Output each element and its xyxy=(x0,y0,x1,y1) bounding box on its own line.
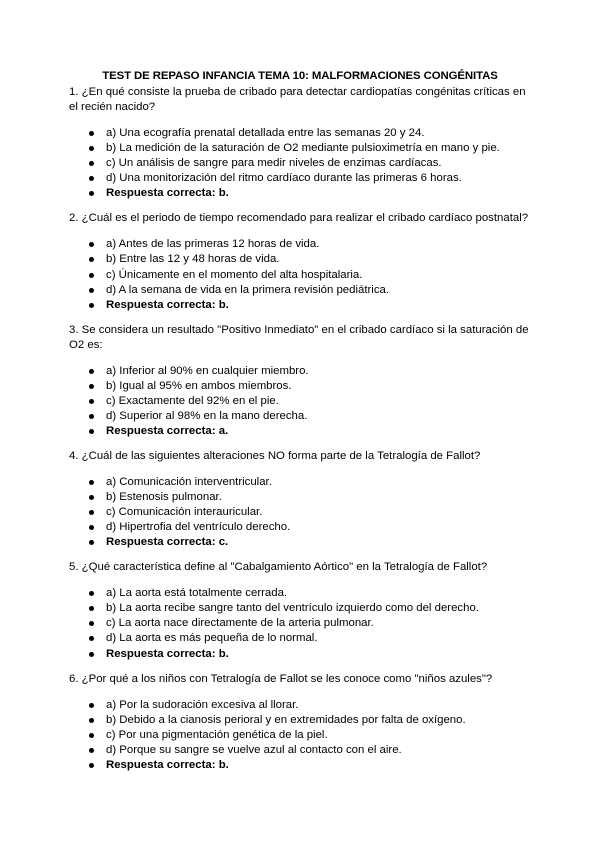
option-b: b) La aorta recibe sangre tanto del ventrículo izquierdo como del derecho. xyxy=(69,601,531,616)
option-b: b) Debido a la cianosis perioral y en extremidades por falta de oxígeno. xyxy=(69,713,531,728)
bullet-icon xyxy=(89,480,94,485)
question-text: 5. ¿Qué característica define al "Cabalgamiento Aórtico" en la Tetralogía de Fallot? xyxy=(69,561,488,574)
correct-answer: Respuesta correcta: b. xyxy=(69,186,531,201)
bullet-icon xyxy=(89,733,94,738)
bullet-icon xyxy=(89,176,94,181)
bullet-icon xyxy=(89,399,94,404)
correct-answer: Respuesta correcta: b. xyxy=(69,298,531,313)
bullet-icon xyxy=(89,621,94,626)
options-list xyxy=(69,586,531,661)
correct-answer: Respuesta correcta: b. xyxy=(69,758,531,773)
options-list xyxy=(69,698,531,773)
bullet-icon xyxy=(89,369,94,374)
option-c: c) Exactamente del 92% en el pie. xyxy=(69,394,531,409)
bullet-icon xyxy=(89,652,94,657)
option-d: d) A la semana de vida en la primera revisión pediátrica. xyxy=(69,283,531,298)
option-a: a) Comunicación interventricular. xyxy=(69,475,531,490)
option-d: d) Porque su sangre se vuelve azul al contacto con el aire. xyxy=(69,743,531,758)
question-1 xyxy=(69,85,531,201)
bullet-icon xyxy=(89,703,94,708)
bullet-icon xyxy=(89,763,94,768)
bullet-icon xyxy=(89,414,94,419)
bullet-icon xyxy=(89,131,94,136)
option-c: c) Un análisis de sangre para medir niveles de enzimas cardíacas. xyxy=(69,156,531,171)
option-a: a) Inferior al 90% en cualquier miembro. xyxy=(69,364,531,379)
bullet-icon xyxy=(89,495,94,500)
bullet-icon xyxy=(89,242,94,247)
question-text: 3. Se considera un resultado "Positivo Inmediato" en el cribado cardíaco si la saturación de O2 es: xyxy=(69,323,529,351)
bullet-icon xyxy=(89,257,94,262)
option-b: b) Estenosis pulmonar. xyxy=(69,490,531,505)
bullet-icon xyxy=(89,748,94,753)
question-4 xyxy=(69,449,531,550)
question-6 xyxy=(69,672,531,773)
option-d: d) Superior al 98% en la mano derecha. xyxy=(69,409,531,424)
question-text: 1. ¿En qué consiste la prueba de cribado para detectar cardiopatías congénitas críticas en el recién nacido? xyxy=(69,86,526,114)
bullet-icon xyxy=(89,540,94,545)
correct-answer: Respuesta correcta: b. xyxy=(69,647,531,662)
option-a: a) Una ecografía prenatal detallada entre las semanas 20 y 24. xyxy=(69,126,531,141)
options-list xyxy=(69,237,531,312)
option-c: c) Únicamente en el momento del alta hospitalaria. xyxy=(69,268,531,283)
option-b: b) Entre las 12 y 48 horas de vida. xyxy=(69,252,531,267)
bullet-icon xyxy=(89,429,94,434)
options-list xyxy=(69,364,531,439)
bullet-icon xyxy=(89,718,94,723)
bullet-icon xyxy=(89,636,94,641)
option-a: a) Antes de las primeras 12 horas de vida. xyxy=(69,237,531,252)
option-d: d) La aorta es más pequeña de lo normal. xyxy=(69,631,531,646)
option-c: c) Por una pigmentación genética de la piel. xyxy=(69,728,531,743)
option-d: d) Hipertrofia del ventrículo derecho. xyxy=(69,520,531,535)
bullet-icon xyxy=(89,510,94,515)
bullet-icon xyxy=(89,191,94,196)
bullet-icon xyxy=(89,273,94,278)
question-text: 2. ¿Cuál es el periodo de tiempo recomendado para realizar el cribado cardíaco postnatal? xyxy=(69,212,529,225)
option-b: b) La medición de la saturación de O2 mediante pulsioximetría en mano y pie. xyxy=(69,141,531,156)
correct-answer: Respuesta correcta: a. xyxy=(69,424,531,439)
bullet-icon xyxy=(89,161,94,166)
question-2 xyxy=(69,211,531,312)
option-b: b) Igual al 95% en ambos miembros. xyxy=(69,379,531,394)
correct-answer: Respuesta correcta: c. xyxy=(69,535,531,550)
bullet-icon xyxy=(89,303,94,308)
option-a: a) Por la sudoración excesiva al llorar. xyxy=(69,698,531,713)
bullet-icon xyxy=(89,525,94,530)
document-title: TEST DE REPASO INFANCIA TEMA 10: MALFORMACIONES CONGÉNITAS xyxy=(102,70,498,82)
question-text: 6. ¿Por qué a los niños con Tetralogía de Fallot se les conoce como "niños azules"? xyxy=(69,672,493,685)
bullet-icon xyxy=(89,384,94,389)
bullet-icon xyxy=(89,288,94,293)
options-list xyxy=(69,126,531,201)
question-3 xyxy=(69,323,531,439)
question-5 xyxy=(69,560,531,661)
option-c: c) La aorta nace directamente de la arteria pulmonar. xyxy=(69,616,531,631)
option-a: a) La aorta está totalmente cerrada. xyxy=(69,586,531,601)
bullet-icon xyxy=(89,146,94,151)
options-list xyxy=(69,475,531,550)
document-page xyxy=(69,69,531,783)
option-d: d) Una monitorización del ritmo cardíaco durante las primeras 6 horas. xyxy=(69,171,531,186)
option-c: c) Comunicación interauricular. xyxy=(69,505,531,520)
question-text: 4. ¿Cuál de las siguientes alteraciones NO forma parte de la Tetralogía de Fallot? xyxy=(69,449,481,462)
bullet-icon xyxy=(89,591,94,596)
bullet-icon xyxy=(89,606,94,611)
